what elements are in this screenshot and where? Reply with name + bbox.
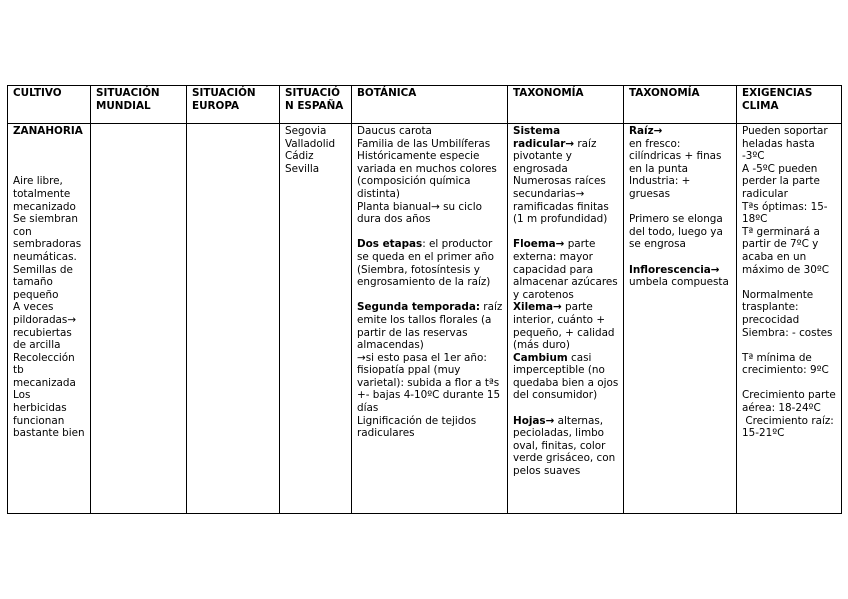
raiz-title: Raíz→ bbox=[629, 125, 663, 137]
botanica-line: Planta bianual→ su ciclo dura dos años bbox=[357, 200, 486, 226]
clima-line: Siembra: - costes bbox=[742, 326, 833, 339]
cultivo-line: Los herbicidas funcionan bastante bien bbox=[13, 389, 85, 440]
xilema-paragraph bbox=[513, 301, 619, 351]
header-situacion-espana: SITUACIÓN ESPAÑA bbox=[280, 86, 352, 124]
clima-line: Tª mínima de crecimiento: 9ºC bbox=[742, 351, 829, 377]
botanica-line: Familia de las Umbilíferas bbox=[357, 137, 491, 150]
cell-taxonomia-2 bbox=[624, 124, 737, 514]
cell-situacion-europa bbox=[187, 124, 280, 514]
clima-line: A -5ºC pueden perder la parte radicular bbox=[742, 162, 824, 200]
sistema-title: Sistema radicular→ bbox=[513, 125, 575, 150]
cell-situacion-mundial bbox=[91, 124, 187, 514]
segunda-paragraph bbox=[357, 301, 506, 352]
table-row bbox=[8, 124, 842, 514]
clima-line: Tªs óptimas: 15-18ºC bbox=[742, 200, 828, 226]
botanica-line: Daucus carota bbox=[357, 125, 432, 137]
region: Cádiz bbox=[285, 150, 314, 163]
xilema-title: Xilema→ bbox=[513, 301, 562, 314]
sistema-text: raíz pivotante y engrosada bbox=[513, 137, 600, 175]
cell-botanica bbox=[352, 124, 508, 514]
inflorescencia-text: umbela compuesta bbox=[629, 263, 729, 289]
cell-situacion-espana bbox=[280, 124, 352, 514]
header-botanica: BOTÁNICA bbox=[352, 86, 508, 124]
cell-taxonomia-1 bbox=[508, 124, 624, 514]
clima-line: Crecimiento parte aérea: 18-24ºC bbox=[742, 389, 840, 415]
hojas-paragraph bbox=[513, 415, 619, 478]
header-taxonomia-2: TAXONOMÍA bbox=[624, 86, 737, 124]
segunda-title: Segunda temporada: bbox=[357, 301, 480, 314]
dos-etapas-text: : el productor se queda en el primer año (Siembra, fotosíntesis y engrosamiento de la raíz) bbox=[357, 238, 498, 289]
taxonomia-line: Primero se elonga del todo, luego ya se engrosa bbox=[629, 213, 727, 251]
botanica-line: Históricamente especie variada en muchos colores (composición química distinta) bbox=[357, 150, 501, 200]
clima-line: Normalmente trasplante: precocidad bbox=[742, 288, 817, 326]
cambium-text: casi imperceptible (no quedaba bien a ojos del consumidor) bbox=[513, 351, 622, 402]
dos-etapas-title: Dos etapas bbox=[357, 238, 423, 251]
hojas-title: Hojas→ bbox=[513, 414, 555, 427]
floema-paragraph bbox=[513, 238, 622, 301]
botanica-line: →si esto pasa el 1er año: fisiopatía ppal (muy varietal): subida a flor a tªs +- bajas 4-10ºC durante 15 días bbox=[357, 351, 504, 415]
floema-text: parte externa: mayor capacidad para almacenar azúcares y carotenos bbox=[513, 238, 622, 301]
segunda-text: raíz emite los tallos florales (a partir de las reservas almacendas) bbox=[357, 301, 506, 352]
dos-etapas-paragraph bbox=[357, 238, 503, 288]
cultivo-line: A veces pildoradas→ recubiertas de arcilla bbox=[13, 301, 80, 352]
taxonomia-line: en fresco: cilíndricas + finas en la punta bbox=[629, 137, 725, 175]
cambium-title: Cambium bbox=[513, 351, 568, 364]
cambium-paragraph bbox=[513, 351, 622, 402]
cultivo-line: Semillas de tamaño pequeño bbox=[13, 263, 77, 301]
region: Valladolid bbox=[285, 137, 336, 150]
crop-name: ZANAHORIA bbox=[13, 125, 83, 137]
cell-exigencias-clima bbox=[737, 124, 842, 514]
taxonomia-line: Numerosas raíces secundarias→ ramificadas finitas (1 m profundidad) bbox=[513, 175, 613, 226]
floema-title: Floema→ bbox=[513, 238, 565, 251]
header-row bbox=[8, 86, 842, 124]
header-exigencias-clima: EXIGENCIAS CLIMA bbox=[737, 86, 842, 124]
region: Sevilla bbox=[285, 162, 320, 175]
clima-line: Crecimiento raíz: 15-21ºC bbox=[742, 414, 838, 440]
inflorescencia-paragraph bbox=[629, 264, 732, 289]
taxonomia-line: Industria: + gruesas bbox=[629, 175, 694, 200]
hojas-text: alternas, pecioladas, limbo oval, finitas, color verde grisáceo, con pelos suaves bbox=[513, 414, 619, 478]
cultivo-line: Se siembran con sembradoras neumáticas. bbox=[13, 213, 85, 263]
clima-line: Pueden soportar heladas hasta -3ºC bbox=[742, 125, 831, 163]
header-taxonomia-1: TAXONOMÍA bbox=[508, 86, 624, 124]
sistema-paragraph bbox=[513, 125, 619, 175]
crop-table bbox=[7, 85, 842, 514]
xilema-text: parte interior, cuánto + pequeño, + calidad (más duro) bbox=[513, 301, 618, 352]
clima-line: Tª germinará a partir de 7ºC y acaba en un máximo de 30ºC bbox=[742, 225, 829, 276]
cultivo-line: Recolección tb mecanizada bbox=[13, 351, 79, 389]
region: Segovia bbox=[285, 125, 327, 137]
botanica-line: Lignificación de tejidos radiculares bbox=[357, 414, 480, 440]
cultivo-line: Aire libre, totalmente mecanizado bbox=[13, 175, 76, 213]
cell-cultivo bbox=[8, 124, 91, 514]
header-cultivo: CULTIVO bbox=[8, 86, 91, 124]
header-situacion-europa: SITUACIÓN EUROPA bbox=[187, 86, 280, 124]
inflorescencia-title: Inflorescencia→ bbox=[629, 263, 720, 276]
header-situacion-mundial: SITUACIÓN MUNDIAL bbox=[91, 86, 187, 124]
